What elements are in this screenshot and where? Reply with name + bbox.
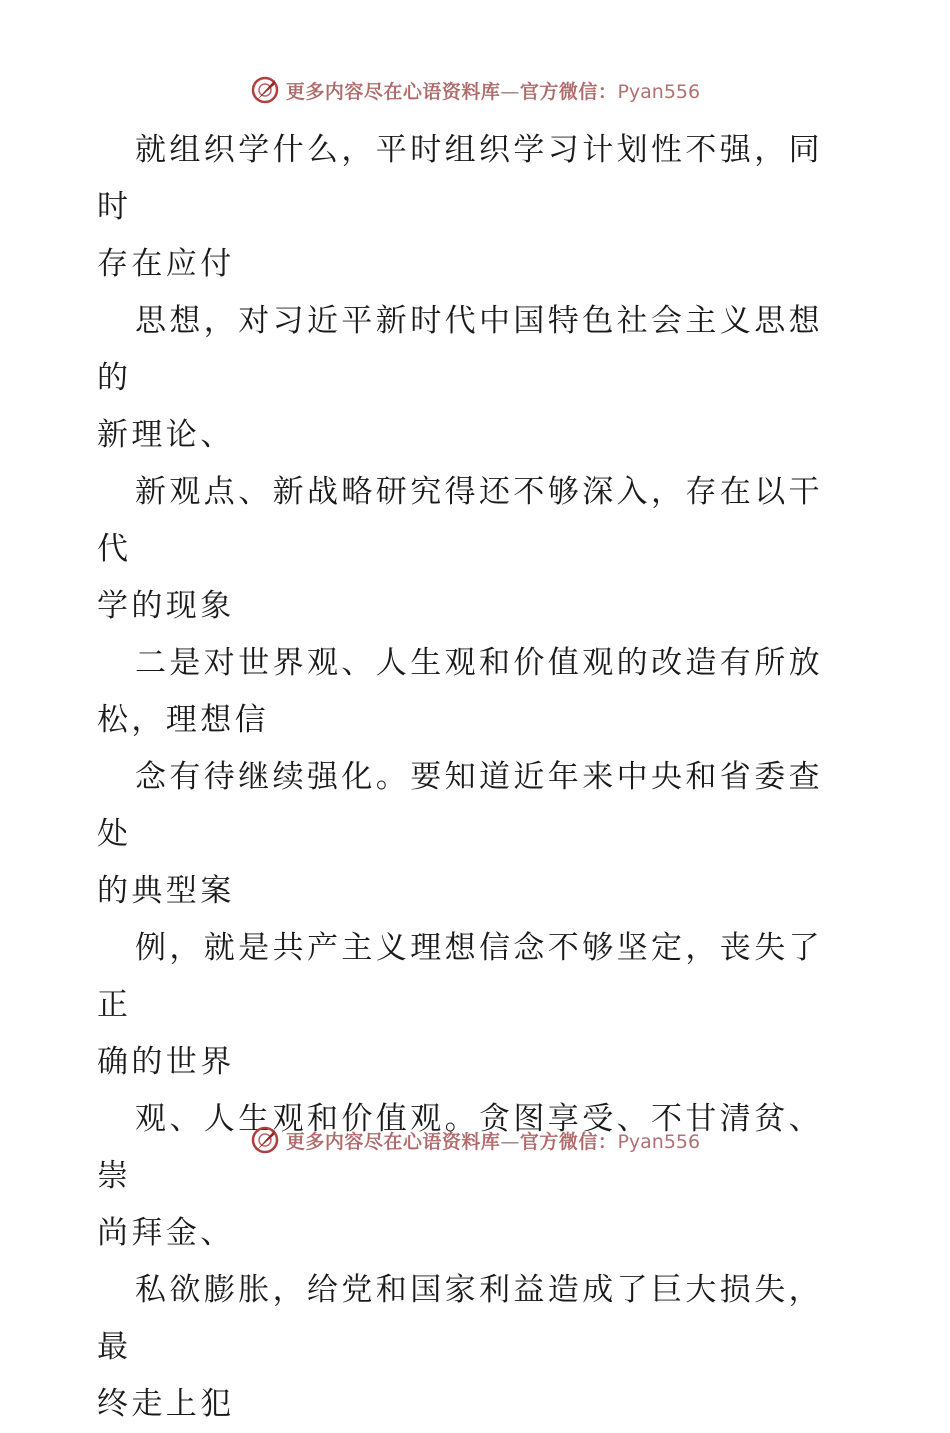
quill-logo-icon xyxy=(250,75,280,105)
quill-logo-icon xyxy=(250,1125,280,1155)
paragraph-7: 观、人生观和价值观。贪图享受、不甘清贫、崇 尚拜金、 xyxy=(97,1101,823,1251)
paragraph-8: 私欲膨胀，给党和国家利益造成了巨大损失，最 终走上犯 xyxy=(97,1272,823,1422)
paragraph-5: 念有待继续强化。要知道近年来中央和省委查处 的典型案 xyxy=(97,759,823,909)
paragraph-2: 思想，对习近平新时代中国特色社会主义思想的 新理论、 xyxy=(97,303,823,453)
footer-watermark xyxy=(0,1120,950,1160)
paragraph-3: 新观点、新战略研究得还不够深入，存在以干代 学的现象 xyxy=(97,474,823,624)
watermark-text: 更多内容尽在心语资料库—官方微信：Pyan556 xyxy=(285,1130,701,1153)
watermark-text: 更多内容尽在心语资料库—官方微信：Pyan556 xyxy=(285,80,701,103)
paragraph-6: 例，就是共产主义理想信念不够坚定，丧失了正 确的世界 xyxy=(97,930,823,1080)
paragraph-4: 二是对世界观、人生观和价值观的改造有所放 松，理想信 xyxy=(97,645,823,738)
wechat-id: Pyan556 xyxy=(617,1130,701,1153)
wechat-id: Pyan556 xyxy=(617,80,701,103)
header-watermark xyxy=(0,70,950,110)
paragraph-1: 就组织学什么，平时组织学习计划性不强，同时 存在应付 xyxy=(97,132,823,282)
document-body xyxy=(97,122,857,1433)
